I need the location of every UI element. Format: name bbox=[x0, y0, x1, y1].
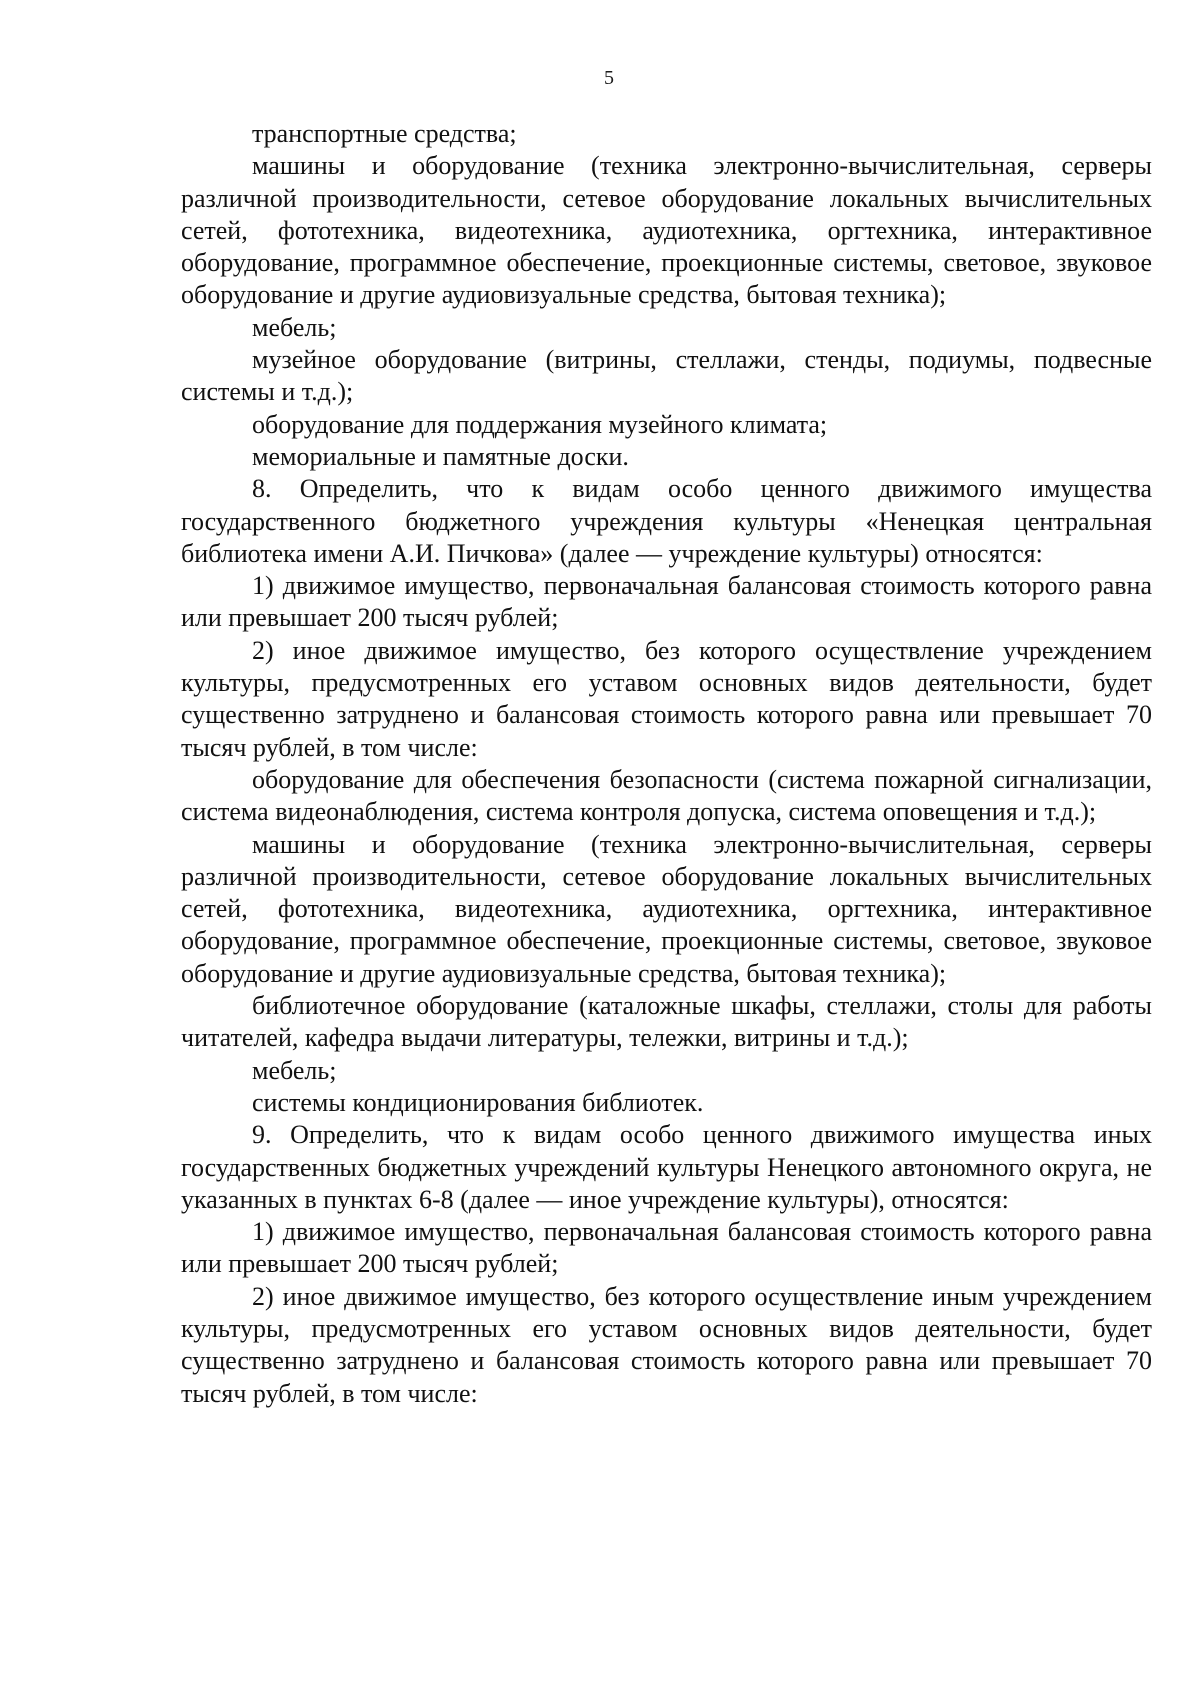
paragraph-item-9-1: 1) движимое имущество, первоначальная балансовая стоимость которого равна или превышает 200 тысяч рублей; bbox=[181, 1217, 1152, 1279]
document-body bbox=[181, 118, 1152, 1410]
paragraph-item-8: 8. Определить, что к видам особо ценного движимого имущества государственного бюджетного учреждения культуры «Ненецкая центральная библиотека имени А.И. Пичкова» (далее — учреждение культуры) относятся: bbox=[181, 474, 1152, 568]
paragraph-furniture-library: мебель; bbox=[252, 1055, 337, 1085]
paragraph-museum-equipment: музейное оборудование (витрины, стеллажи, стенды, подиумы, подвесные системы и т.д.); bbox=[181, 345, 1152, 407]
paragraph-library-equipment: библиотечное оборудование (каталожные шкафы, стеллажи, столы для работы читателей, кафедра выдачи литературы, тележки, витрины и т.д.); bbox=[181, 991, 1152, 1053]
paragraph-transport: транспортные средства; bbox=[252, 119, 517, 148]
paragraph-memorial-plaques: мемориальные и памятные доски. bbox=[252, 441, 629, 471]
paragraph-item-9-2: 2) иное движимое имущество, без которого осуществление иным учреждением культуры, предусмотренных его уставом основных видов деятельности, будет существенно затруднено и балансовая стоимость которого равна или превышает 70 тысяч рублей, в том числе: bbox=[181, 1281, 1152, 1408]
paragraph-furniture-museum: мебель; bbox=[252, 312, 337, 342]
paragraph-item-8-2: 2) иное движимое имущество, без которого осуществление учреждением культуры, предусмотренных его уставом основных видов деятельности, будет существенно затруднено и балансовая стоимость которого равна или превышает 70 тысяч рублей, в том числе: bbox=[181, 635, 1152, 762]
page-number: 5 bbox=[604, 67, 614, 89]
paragraph-security-equipment: оборудование для обеспечения безопасности (система пожарной сигнализации, система видеонаблюдения, система контроля допуска, система оповещения и т.д.); bbox=[181, 764, 1152, 827]
paragraph-air-conditioning: системы кондиционирования библиотек. bbox=[252, 1087, 704, 1117]
paragraph-item-8-1: 1) движимое имущество, первоначальная балансовая стоимость которого равна или превышает 200 тысяч рублей; bbox=[181, 571, 1152, 633]
paragraph-machines-museum: машины и оборудование (техника электронно-вычислительная, серверы различной производительности, сетевое оборудование локальных вычислительных сетей, фототехника, видеотехника, аудиотехника, оргтехника, интерактивное оборудование, программное обеспечение, проекционные системы, световое, звуковое оборудование и другие аудиовизуальные средства, бытовая техника); bbox=[181, 151, 1152, 310]
paragraph-machines-library: машины и оборудование (техника электронно-вычислительная, серверы различной производительности, сетевое оборудование локальных вычислительных сетей, фототехника, видеотехника, аудиотехника, оргтехника, интерактивное оборудование, программное обеспечение, проекционные системы, световое, звуковое оборудование и другие аудиовизуальные средства, бытовая техника); bbox=[181, 829, 1152, 988]
paragraph-museum-climate: оборудование для поддержания музейного климата; bbox=[252, 409, 828, 439]
paragraph-item-9: 9. Определить, что к видам особо ценного движимого имущества иных государственных бюджетных учреждений культуры Ненецкого автономного округа, не указанных в пунктах 6-8 (далее — иное учреждение культуры), относятся: bbox=[181, 1120, 1152, 1214]
